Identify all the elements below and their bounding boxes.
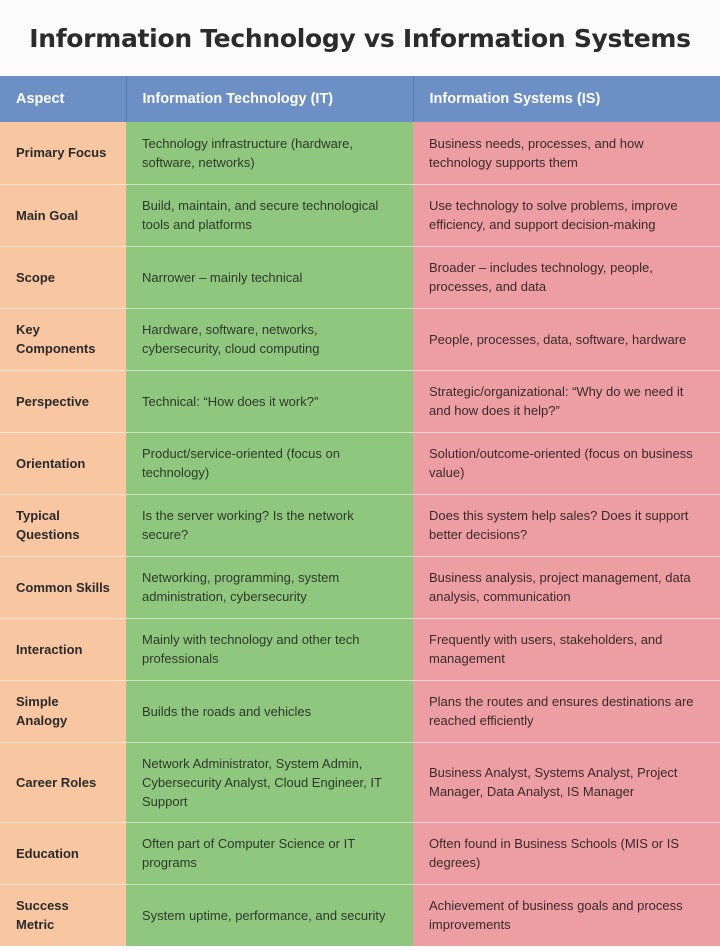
- table-header: [0, 76, 720, 122]
- aspect-cell: Key Components: [0, 308, 126, 370]
- it-cell: Often part of Computer Science or IT programs: [126, 822, 413, 884]
- it-cell: Network Administrator, System Admin, Cybersecurity Analyst, Cloud Engineer, IT Support: [126, 742, 413, 822]
- is-cell: Strategic/organizational: “Why do we need it and how does it help?”: [413, 370, 720, 432]
- aspect-cell: Common Skills: [0, 556, 126, 618]
- aspect-cell: Orientation: [0, 432, 126, 494]
- is-cell: Plans the routes and ensures destinations are reached efficiently: [413, 680, 720, 742]
- column-header-it: Information Technology (IT): [126, 76, 413, 122]
- aspect-cell: Simple Analogy: [0, 680, 126, 742]
- it-cell: Mainly with technology and other tech professionals: [126, 618, 413, 680]
- aspect-cell: Education: [0, 822, 126, 884]
- it-cell: Technology infrastructure (hardware, software, networks): [126, 122, 413, 184]
- it-cell: Networking, programming, system administration, cybersecurity: [126, 556, 413, 618]
- is-cell: Often found in Business Schools (MIS or IS degrees): [413, 822, 720, 884]
- is-cell: Does this system help sales? Does it support better decisions?: [413, 494, 720, 556]
- aspect-cell: Success Metric: [0, 884, 126, 946]
- table-row: [0, 246, 720, 308]
- aspect-cell: Interaction: [0, 618, 126, 680]
- it-cell: Builds the roads and vehicles: [126, 680, 413, 742]
- it-cell: Build, maintain, and secure technological tools and platforms: [126, 184, 413, 246]
- is-cell: Broader – includes technology, people, processes, and data: [413, 246, 720, 308]
- is-cell: Business needs, processes, and how technology supports them: [413, 122, 720, 184]
- table-row: [0, 184, 720, 246]
- it-cell: System uptime, performance, and security: [126, 884, 413, 946]
- it-cell: Hardware, software, networks, cybersecurity, cloud computing: [126, 308, 413, 370]
- aspect-cell: Typical Questions: [0, 494, 126, 556]
- aspect-cell: Main Goal: [0, 184, 126, 246]
- table-body: [0, 122, 720, 946]
- aspect-cell: Primary Focus: [0, 122, 126, 184]
- table-row: [0, 680, 720, 742]
- page-title: Information Technology vs Information Systems: [0, 0, 720, 76]
- table-row: [0, 122, 720, 184]
- table-row: [0, 884, 720, 946]
- table-row: [0, 308, 720, 370]
- is-cell: Business Analyst, Systems Analyst, Project Manager, Data Analyst, IS Manager: [413, 742, 720, 822]
- it-cell: Technical: “How does it work?”: [126, 370, 413, 432]
- is-cell: Achievement of business goals and process improvements: [413, 884, 720, 946]
- it-cell: Product/service-oriented (focus on technology): [126, 432, 413, 494]
- table-row: [0, 494, 720, 556]
- table-row: [0, 370, 720, 432]
- is-cell: Solution/outcome-oriented (focus on business value): [413, 432, 720, 494]
- table-row: [0, 822, 720, 884]
- is-cell: People, processes, data, software, hardware: [413, 308, 720, 370]
- comparison-table: [0, 76, 720, 947]
- it-cell: Narrower – mainly technical: [126, 246, 413, 308]
- aspect-cell: Scope: [0, 246, 126, 308]
- is-cell: Use technology to solve problems, improve efficiency, and support decision-making: [413, 184, 720, 246]
- is-cell: Frequently with users, stakeholders, and management: [413, 618, 720, 680]
- it-cell: Is the server working? Is the network secure?: [126, 494, 413, 556]
- aspect-cell: Perspective: [0, 370, 126, 432]
- header-row: [0, 76, 720, 122]
- table-row: [0, 618, 720, 680]
- column-header-is: Information Systems (IS): [413, 76, 720, 122]
- table-row: [0, 742, 720, 822]
- table-row: [0, 432, 720, 494]
- table-row: [0, 556, 720, 618]
- is-cell: Business analysis, project management, data analysis, communication: [413, 556, 720, 618]
- column-header-aspect: Aspect: [0, 76, 126, 122]
- aspect-cell: Career Roles: [0, 742, 126, 822]
